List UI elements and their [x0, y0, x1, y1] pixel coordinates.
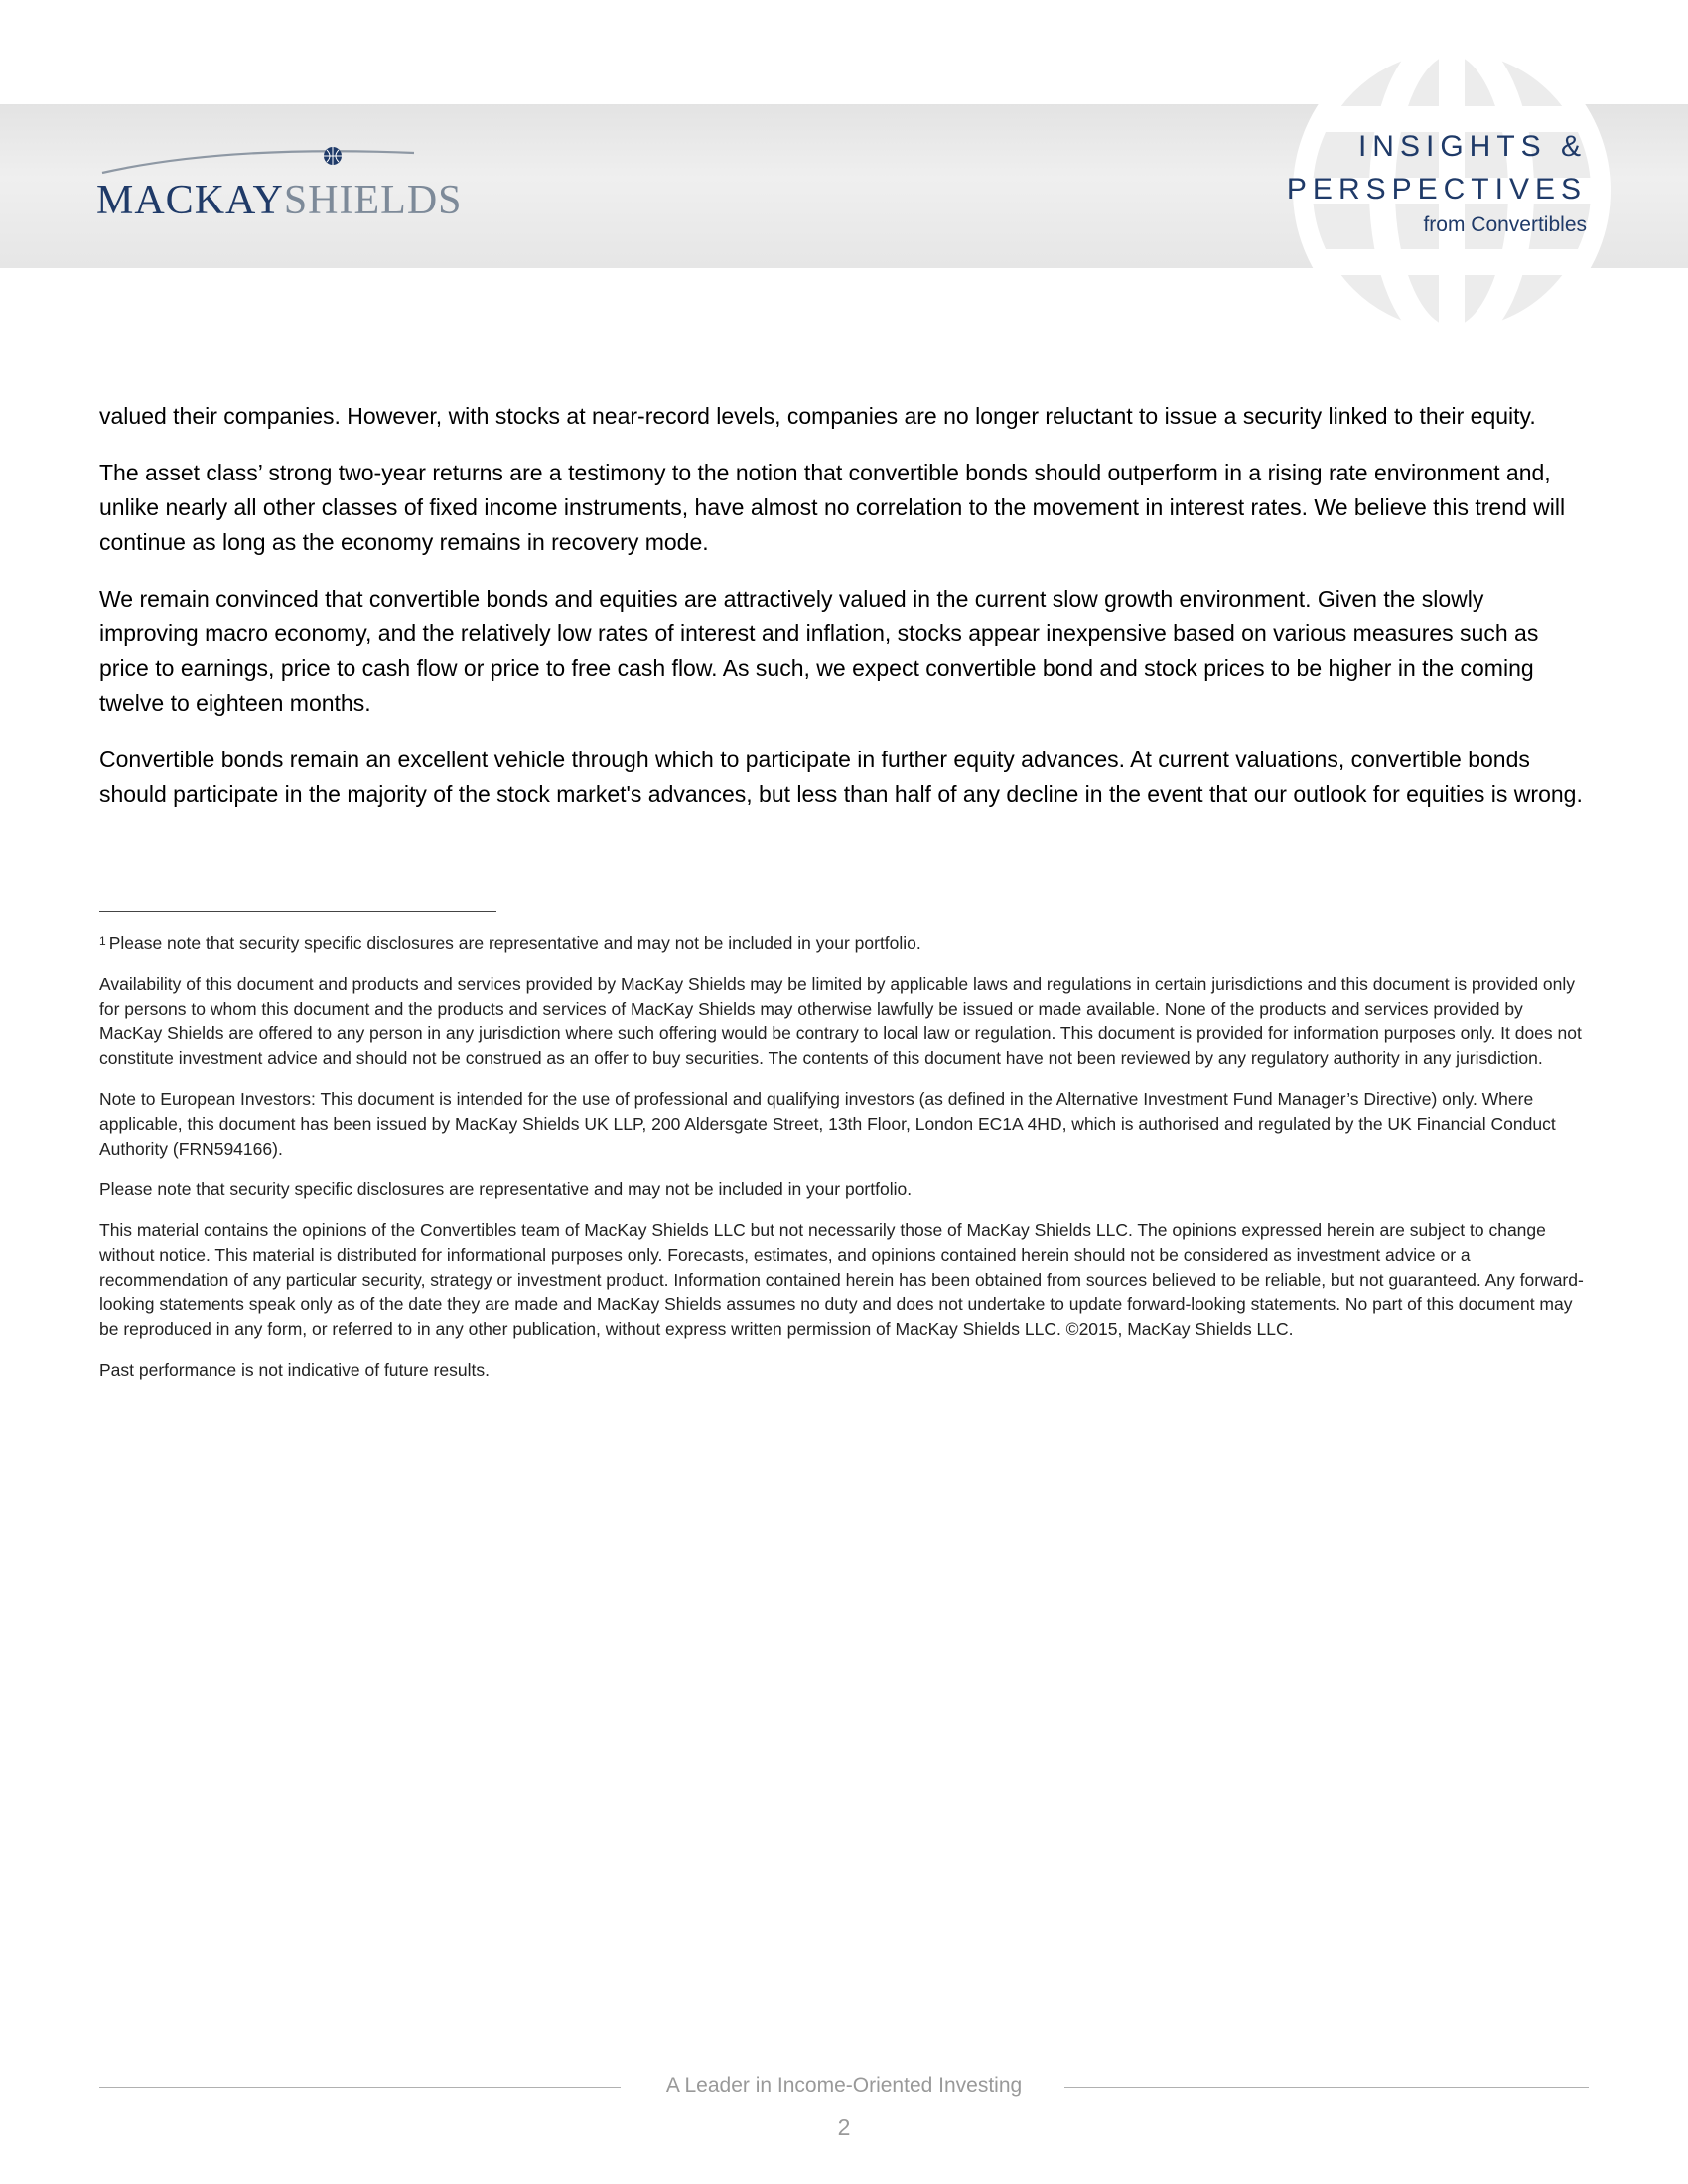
paragraph: Convertible bonds remain an excellent vehicle through which to participate in further equity advances. At current valuations, convertible bonds should participate in the majority of the stock market's advances, but less than half of any decline in the event that our outlook for equities is wrong. [99, 747, 1583, 807]
past-performance-note: Past performance is not indicative of future results. [99, 1360, 490, 1380]
paragraph: The asset class’ strong two-year returns are a testimony to the notion that convertible bonds should outperform in a rising rate environment and, unlike nearly all other classes of fixed income instruments, have almost no correlation to the movement in interest rates. We believe this trend will continue as long as the economy remains in recovery mode. [99, 460, 1566, 555]
mackay-shields-logo [96, 139, 464, 228]
security-disclosure-note: Please note that security specific disclosures are representative and may not be included in your portfolio. [99, 1179, 913, 1199]
footnote-1-text: Please note that security specific disclosures are representative and may not be included in your portfolio. [108, 933, 921, 953]
insights-line1: INSIGHTS & [1357, 130, 1587, 163]
insights-title [1287, 125, 1587, 238]
logo-swoosh-icon [96, 139, 464, 179]
paragraph: We remain convinced that convertible bonds and equities are attractively valued in the current slow growth environment. Given the slowly improving macro economy, and the relatively low rates of interest and inflation, stocks appear inexpensive based on various measures such as price to earnings, price to cash flow or price to free cash flow. As such, we expect convertible bond and stock prices to be higher in the coming twelve to eighteen months. [99, 586, 1539, 716]
logo-text-mackay: MACKAY [96, 178, 284, 223]
footnotes [99, 929, 1589, 1399]
insights-line2: PERSPECTIVES [1286, 173, 1587, 205]
footer-rule-right [1064, 2087, 1589, 2088]
logo-text-shields: SHIELDS [283, 178, 463, 223]
page-number: 2 [837, 2115, 851, 2140]
body-text [99, 399, 1589, 834]
paragraph: valued their companies. However, with stocks at near-record levels, companies are no longer reluctant to issue a security linked to their equity. [99, 403, 1536, 429]
footer-rule-left [99, 2087, 621, 2088]
insights-line3: from Convertibles [1423, 213, 1587, 236]
availability-disclaimer: Availability of this document and products and services provided by MacKay Shields may be limited by applicable laws and regulations in certain jurisdictions and this document is provided only for persons to whom this document and the products and services of MacKay Shields may otherwise lawfully be issued or made available. None of the products and services provided by MacKay Shields are offered to any person in any jurisdiction where such offering would be contrary to local law or regulation. This document is provided for information purposes only. It does not constitute investment advice and should not be construed as an offer to buy securities. The contents of this document have not been reviewed by any regulatory authority in any jurisdiction. [99, 974, 1582, 1068]
footnote-1 [99, 929, 1589, 956]
opinions-disclaimer: This material contains the opinions of the Convertibles team of MacKay Shields LLC but not necessarily those of MacKay Shields LLC. The opinions expressed herein are subject to change without notice. This material is distributed for informational purposes only. Forecasts, estimates, and opinions contained herein should not be considered as investment advice or a recommendation of any particular security, strategy or investment product. Information contained herein has been obtained from sources believed to be reliable, but not guaranteed. Any forward-looking statements speak only as of the date they are made and MacKay Shields assumes no duty and does not undertake to update forward-looking statements. No part of this document may be reproduced in any form, or referred to in any other publication, without express written permission of MacKay Shields LLC. ©2015, MacKay Shields LLC. [99, 1220, 1584, 1339]
footnote-divider [99, 911, 496, 912]
footer-tagline: A Leader in Income-Oriented Investing [665, 2074, 1023, 2097]
footnote-marker: 1 [99, 934, 106, 948]
european-investors-note: Note to European Investors: This document is intended for the use of professional and qualifying investors (as defined in the Alternative Investment Fund Manager’s Directive) only. Where applicable, this document has been issued by MacKay Shields UK LLP, 200 Aldersgate Street, 13th Floor, London EC1A 4HD, which is authorised and regulated by the UK Financial Conduct Authority (FRN594166). [99, 1089, 1556, 1159]
